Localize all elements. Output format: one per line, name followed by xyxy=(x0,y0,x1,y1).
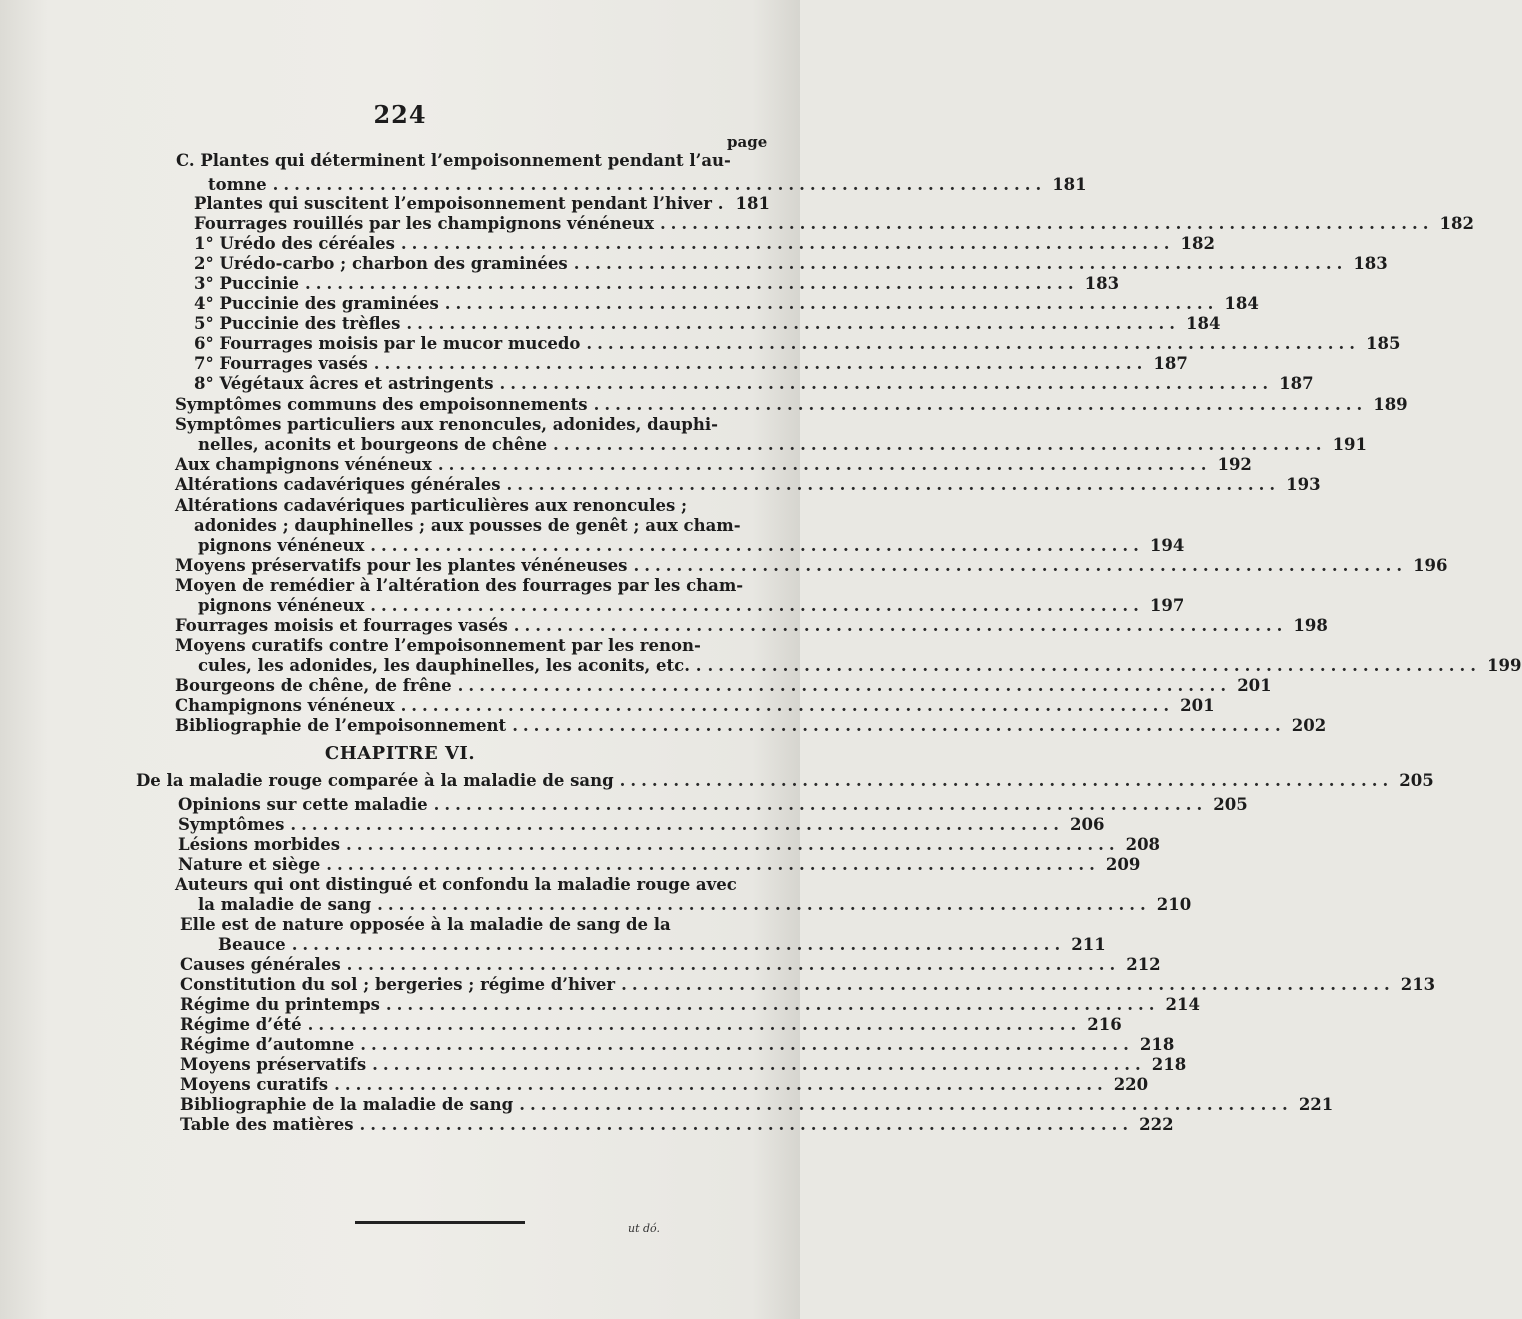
leader-dots: ........................................................................ xyxy=(593,395,1368,414)
toc-entry-text: Fourrages moisis et fourrages vasés xyxy=(175,616,508,635)
toc-entry-page: 202 xyxy=(1291,716,1327,735)
toc-entry xyxy=(194,334,1401,354)
leader-dots: ........................................................................ xyxy=(552,435,1327,454)
toc-entry xyxy=(198,895,1192,915)
toc-entry xyxy=(175,696,1215,716)
leader-dots: ........................................................................ xyxy=(334,1075,1108,1094)
toc-entry-text: Aux champignons vénéneux xyxy=(175,455,432,474)
toc-entry-text: Lésions morbides xyxy=(178,835,340,854)
leader-dots: ........................................................................ xyxy=(305,274,1079,293)
toc-entry xyxy=(175,875,768,895)
leader-dots: ........................................................................ xyxy=(400,234,1175,253)
toc-entry xyxy=(175,636,768,656)
toc-entry xyxy=(194,194,768,214)
toc-entry-text: C. Plantes qui déterminent l’empoisonnement pendant l’au- xyxy=(176,151,731,170)
toc-entry xyxy=(136,771,1434,791)
toc-entry-text: pignons vénéneux xyxy=(198,536,365,555)
toc-entry-page: 192 xyxy=(1217,455,1252,474)
toc-entry-text: 7° Fourrages vasés xyxy=(194,354,368,373)
toc-entry xyxy=(218,935,1106,955)
toc-entry-page: 208 xyxy=(1125,835,1161,854)
leader-dots: ........................................................................ xyxy=(586,334,1361,353)
leader-dots: ........................................................................ xyxy=(385,995,1160,1014)
toc-entry xyxy=(178,855,1141,875)
leader-dots: ........................................................................ xyxy=(506,475,1281,494)
toc-entry-text: Moyens curatifs xyxy=(180,1075,329,1094)
toc-entry-text: Opinions sur cette maladie xyxy=(178,795,428,814)
leader-dots: ........................................................................ xyxy=(400,696,1175,715)
toc-entry xyxy=(175,496,768,516)
toc-entry-page: 214 xyxy=(1165,995,1200,1014)
toc-entry xyxy=(198,435,1368,455)
leader-dots: ........................................................................ xyxy=(633,556,1408,575)
page-number: 224 xyxy=(373,100,427,129)
toc-entry xyxy=(194,214,1474,234)
toc-entry-page: 199 xyxy=(1487,656,1522,675)
toc-entry-page: 205 xyxy=(1213,795,1248,814)
leader-dots: ........................................................................ xyxy=(621,975,1395,994)
toc-entry-page: 198 xyxy=(1293,616,1328,635)
leader-dots: ........................................................................ xyxy=(370,596,1144,615)
leader-dots: ........................................................................ xyxy=(499,374,1274,393)
toc-entry-page: 184 xyxy=(1186,314,1221,333)
toc-entry xyxy=(175,455,1252,475)
toc-entry xyxy=(194,254,1388,274)
leader-dots: ........................................................................ xyxy=(573,254,1348,273)
toc-entry xyxy=(180,1075,1149,1095)
toc-entry xyxy=(194,374,1314,394)
toc-entry-page: 222 xyxy=(1139,1115,1174,1134)
toc-entry-text: Régime d’été xyxy=(180,1015,302,1034)
toc-entry-text: Symptômes communs des empoisonnements xyxy=(175,395,588,414)
toc-entry-page: 194 xyxy=(1149,536,1185,555)
toc-entry xyxy=(178,795,1248,815)
toc-entry-text: Nature et siège xyxy=(178,855,321,874)
toc-entry-page: 212 xyxy=(1126,955,1161,974)
closing-rule xyxy=(355,1221,525,1224)
toc-entry xyxy=(194,354,1188,374)
toc-entry xyxy=(180,955,1161,975)
toc-entry-text: Fourrages rouillés par les champignons vénéneux xyxy=(194,214,654,233)
toc-entry xyxy=(194,516,768,536)
toc-entry-text: nelles, aconits et bourgeons de chêne xyxy=(198,435,547,454)
toc-entry-page: 197 xyxy=(1149,596,1185,615)
toc-entry-text: Causes générales xyxy=(180,955,341,974)
toc-entry-page: 181 xyxy=(1052,175,1087,194)
printer-mark: ut dó. xyxy=(628,1222,660,1235)
leader-dots: ........................................................................ xyxy=(406,314,1181,333)
toc-entry-page: 218 xyxy=(1151,1055,1187,1074)
toc-entry-page: 209 xyxy=(1105,855,1141,874)
toc-entry xyxy=(176,151,768,171)
toc-entry-page: 184 xyxy=(1224,294,1259,313)
toc-entry-text: Elle est de nature opposée à la maladie de sang de la xyxy=(180,915,671,934)
toc-entry-text: tomne xyxy=(208,175,267,194)
toc-entry xyxy=(180,1055,1187,1075)
leader-dots: ........................................................................ xyxy=(377,895,1151,914)
leader-dots: ........................................................................ xyxy=(272,175,1047,194)
toc-entry-text: pignons vénéneux xyxy=(198,596,365,615)
toc-entry-text: Champignons vénéneux xyxy=(175,696,395,715)
toc-entry-page: 221 xyxy=(1298,1095,1334,1114)
toc-entry xyxy=(180,1115,1174,1135)
leader-dots: ........................................................................ xyxy=(512,716,1286,735)
toc-entry-page: 216 xyxy=(1087,1015,1122,1034)
toc-entry xyxy=(198,656,1522,676)
toc-entry xyxy=(208,175,1087,195)
toc-entry-text: Régime du printemps xyxy=(180,995,380,1014)
toc-entry-text: 4° Puccinie des graminées xyxy=(194,294,439,313)
toc-entry xyxy=(175,556,1448,576)
toc-entry xyxy=(175,716,1327,736)
toc-entry xyxy=(194,234,1215,254)
toc-entry-text: Moyen de remédier à l’altération des fourrages par les cham- xyxy=(175,576,744,595)
toc-entry-page: 189 xyxy=(1373,395,1408,414)
toc-entry-text: Moyens préservatifs pour les plantes vénéneuses xyxy=(175,556,628,575)
toc-entry xyxy=(175,616,1328,636)
toc-entry-text: Bourgeons de chêne, de frêne xyxy=(175,676,452,695)
toc-entry-page: 220 xyxy=(1113,1075,1149,1094)
toc-entry-text: Plantes qui suscitent l’empoisonnement pendant l’hiver . xyxy=(194,194,724,213)
leader-dots: ........................................................................ xyxy=(307,1015,1082,1034)
toc-entry-text: Auteurs qui ont distingué et confondu la maladie rouge avec xyxy=(175,875,737,894)
toc-entry-text: De la maladie rouge comparée à la maladie de sang xyxy=(136,771,614,790)
toc-entry-text: Beauce xyxy=(218,935,286,954)
toc-entry-text: 1° Urédo des céréales xyxy=(194,234,395,253)
toc-entry-text: Altérations cadavériques particulières aux renoncules ; xyxy=(175,496,688,515)
toc-entry xyxy=(175,415,768,435)
toc-entry xyxy=(198,536,1185,556)
toc-entry-page: 185 xyxy=(1366,334,1401,353)
toc-entry-page: 182 xyxy=(1180,234,1215,253)
toc-entry-page: 183 xyxy=(1084,274,1120,293)
leader-dots: ........................................................................ xyxy=(513,616,1288,635)
toc-entry-text: Moyens curatifs contre l’empoisonnement par les renon- xyxy=(175,636,701,655)
toc-entry-text: 3° Puccinie xyxy=(194,274,300,293)
toc-entry xyxy=(198,596,1185,616)
toc-entry-text: Altérations cadavériques générales xyxy=(175,475,501,494)
toc-entry xyxy=(180,1035,1175,1055)
leader-dots: ........................................................................ xyxy=(373,354,1148,373)
toc-entry xyxy=(180,995,1200,1015)
toc-entry xyxy=(175,576,768,596)
toc-entry-text: Symptômes particuliers aux renoncules, adonides, dauphi- xyxy=(175,415,718,434)
leader-dots: ........................................................................ xyxy=(359,1115,1134,1134)
leader-dots: ........................................................................ xyxy=(457,676,1232,695)
toc-entry xyxy=(180,915,768,935)
leader-dots: ........................................................................ xyxy=(437,455,1212,474)
leader-dots: ........................................................................ xyxy=(345,835,1120,854)
toc-entry-page: 205 xyxy=(1399,771,1434,790)
leader-dots: ........................................................................ xyxy=(372,1055,1146,1074)
toc-entry xyxy=(194,294,1259,314)
toc-entry xyxy=(180,1015,1122,1035)
toc-entry-page: 187 xyxy=(1279,374,1314,393)
leader-dots: ........................................................................ xyxy=(370,536,1144,555)
leader-dots: ........................................................................ xyxy=(444,294,1219,313)
leader-dots: ........................................................................ xyxy=(433,795,1208,814)
leader-dots: ........................................................................ xyxy=(619,771,1394,790)
leader-dots: ........................................................................ xyxy=(707,656,1482,675)
toc-entry-page: 193 xyxy=(1286,475,1321,494)
toc-entry-page: 183 xyxy=(1353,254,1388,273)
toc-entry xyxy=(175,676,1272,696)
toc-entry xyxy=(194,274,1120,294)
toc-entry-text: 2° Urédo-carbo ; charbon des graminées xyxy=(194,254,568,273)
toc-entry-text: Constitution du sol ; bergeries ; régime d’hiver xyxy=(180,975,616,994)
toc-entry-page: 191 xyxy=(1332,435,1368,454)
toc-entry-text: la maladie de sang xyxy=(198,895,372,914)
toc-entry-page: 182 xyxy=(1439,214,1474,233)
page-column-header: page xyxy=(727,133,768,151)
leader-dots: ........................................................................ xyxy=(659,214,1434,233)
toc-entry xyxy=(178,815,1105,835)
toc-entry-text: cules, les adonides, les dauphinelles, les aconits, etc. . xyxy=(198,656,702,675)
leader-dots: ........................................................................ xyxy=(360,1035,1134,1054)
toc-entry-page: 181 xyxy=(735,194,770,213)
toc-entry-text: Symptômes xyxy=(178,815,285,834)
toc-entry xyxy=(178,835,1161,855)
toc-entry-page: 201 xyxy=(1180,696,1215,715)
toc-entry xyxy=(194,314,1221,334)
toc-entry-page: 213 xyxy=(1400,975,1436,994)
toc-entry-text: 6° Fourrages moisis par le mucor mucedo xyxy=(194,334,581,353)
toc-entry-text: Régime d’automne xyxy=(180,1035,355,1054)
toc-entry-page: 187 xyxy=(1153,354,1188,373)
toc-entry-text: Bibliographie de la maladie de sang xyxy=(180,1095,514,1114)
leader-dots: ........................................................................ xyxy=(290,815,1064,834)
leader-dots: ........................................................................ xyxy=(346,955,1121,974)
toc-entry xyxy=(180,1095,1334,1115)
toc-entry-text: adonides ; dauphinelles ; aux pousses de genêt ; aux cham- xyxy=(194,516,741,535)
toc-entry-page: 196 xyxy=(1413,556,1448,575)
leader-dots: ........................................................................ xyxy=(326,855,1100,874)
chapter-heading: CHAPITRE VI. xyxy=(324,743,476,764)
toc-entry-text: 5° Puccinie des trèfles xyxy=(194,314,401,333)
toc-entry-page: 211 xyxy=(1071,935,1106,954)
toc-entry xyxy=(175,475,1321,495)
leader-dots: ........................................................................ xyxy=(291,935,1066,954)
toc-entry-text: 8° Végétaux âcres et astringents xyxy=(194,374,494,393)
toc-entry-page: 201 xyxy=(1237,676,1272,695)
toc-entry-page: 206 xyxy=(1069,815,1105,834)
leader-dots: ........................................................................ xyxy=(519,1095,1293,1114)
toc-entry-text: Table des matières xyxy=(180,1115,354,1134)
toc-entry xyxy=(180,975,1436,995)
toc-entry-page: 210 xyxy=(1156,895,1192,914)
toc-entry-page: 218 xyxy=(1139,1035,1175,1054)
toc-entry-text: Moyens préservatifs xyxy=(180,1055,367,1074)
toc-entry xyxy=(175,395,1408,415)
toc-entry-text: Bibliographie de l’empoisonnement xyxy=(175,716,507,735)
